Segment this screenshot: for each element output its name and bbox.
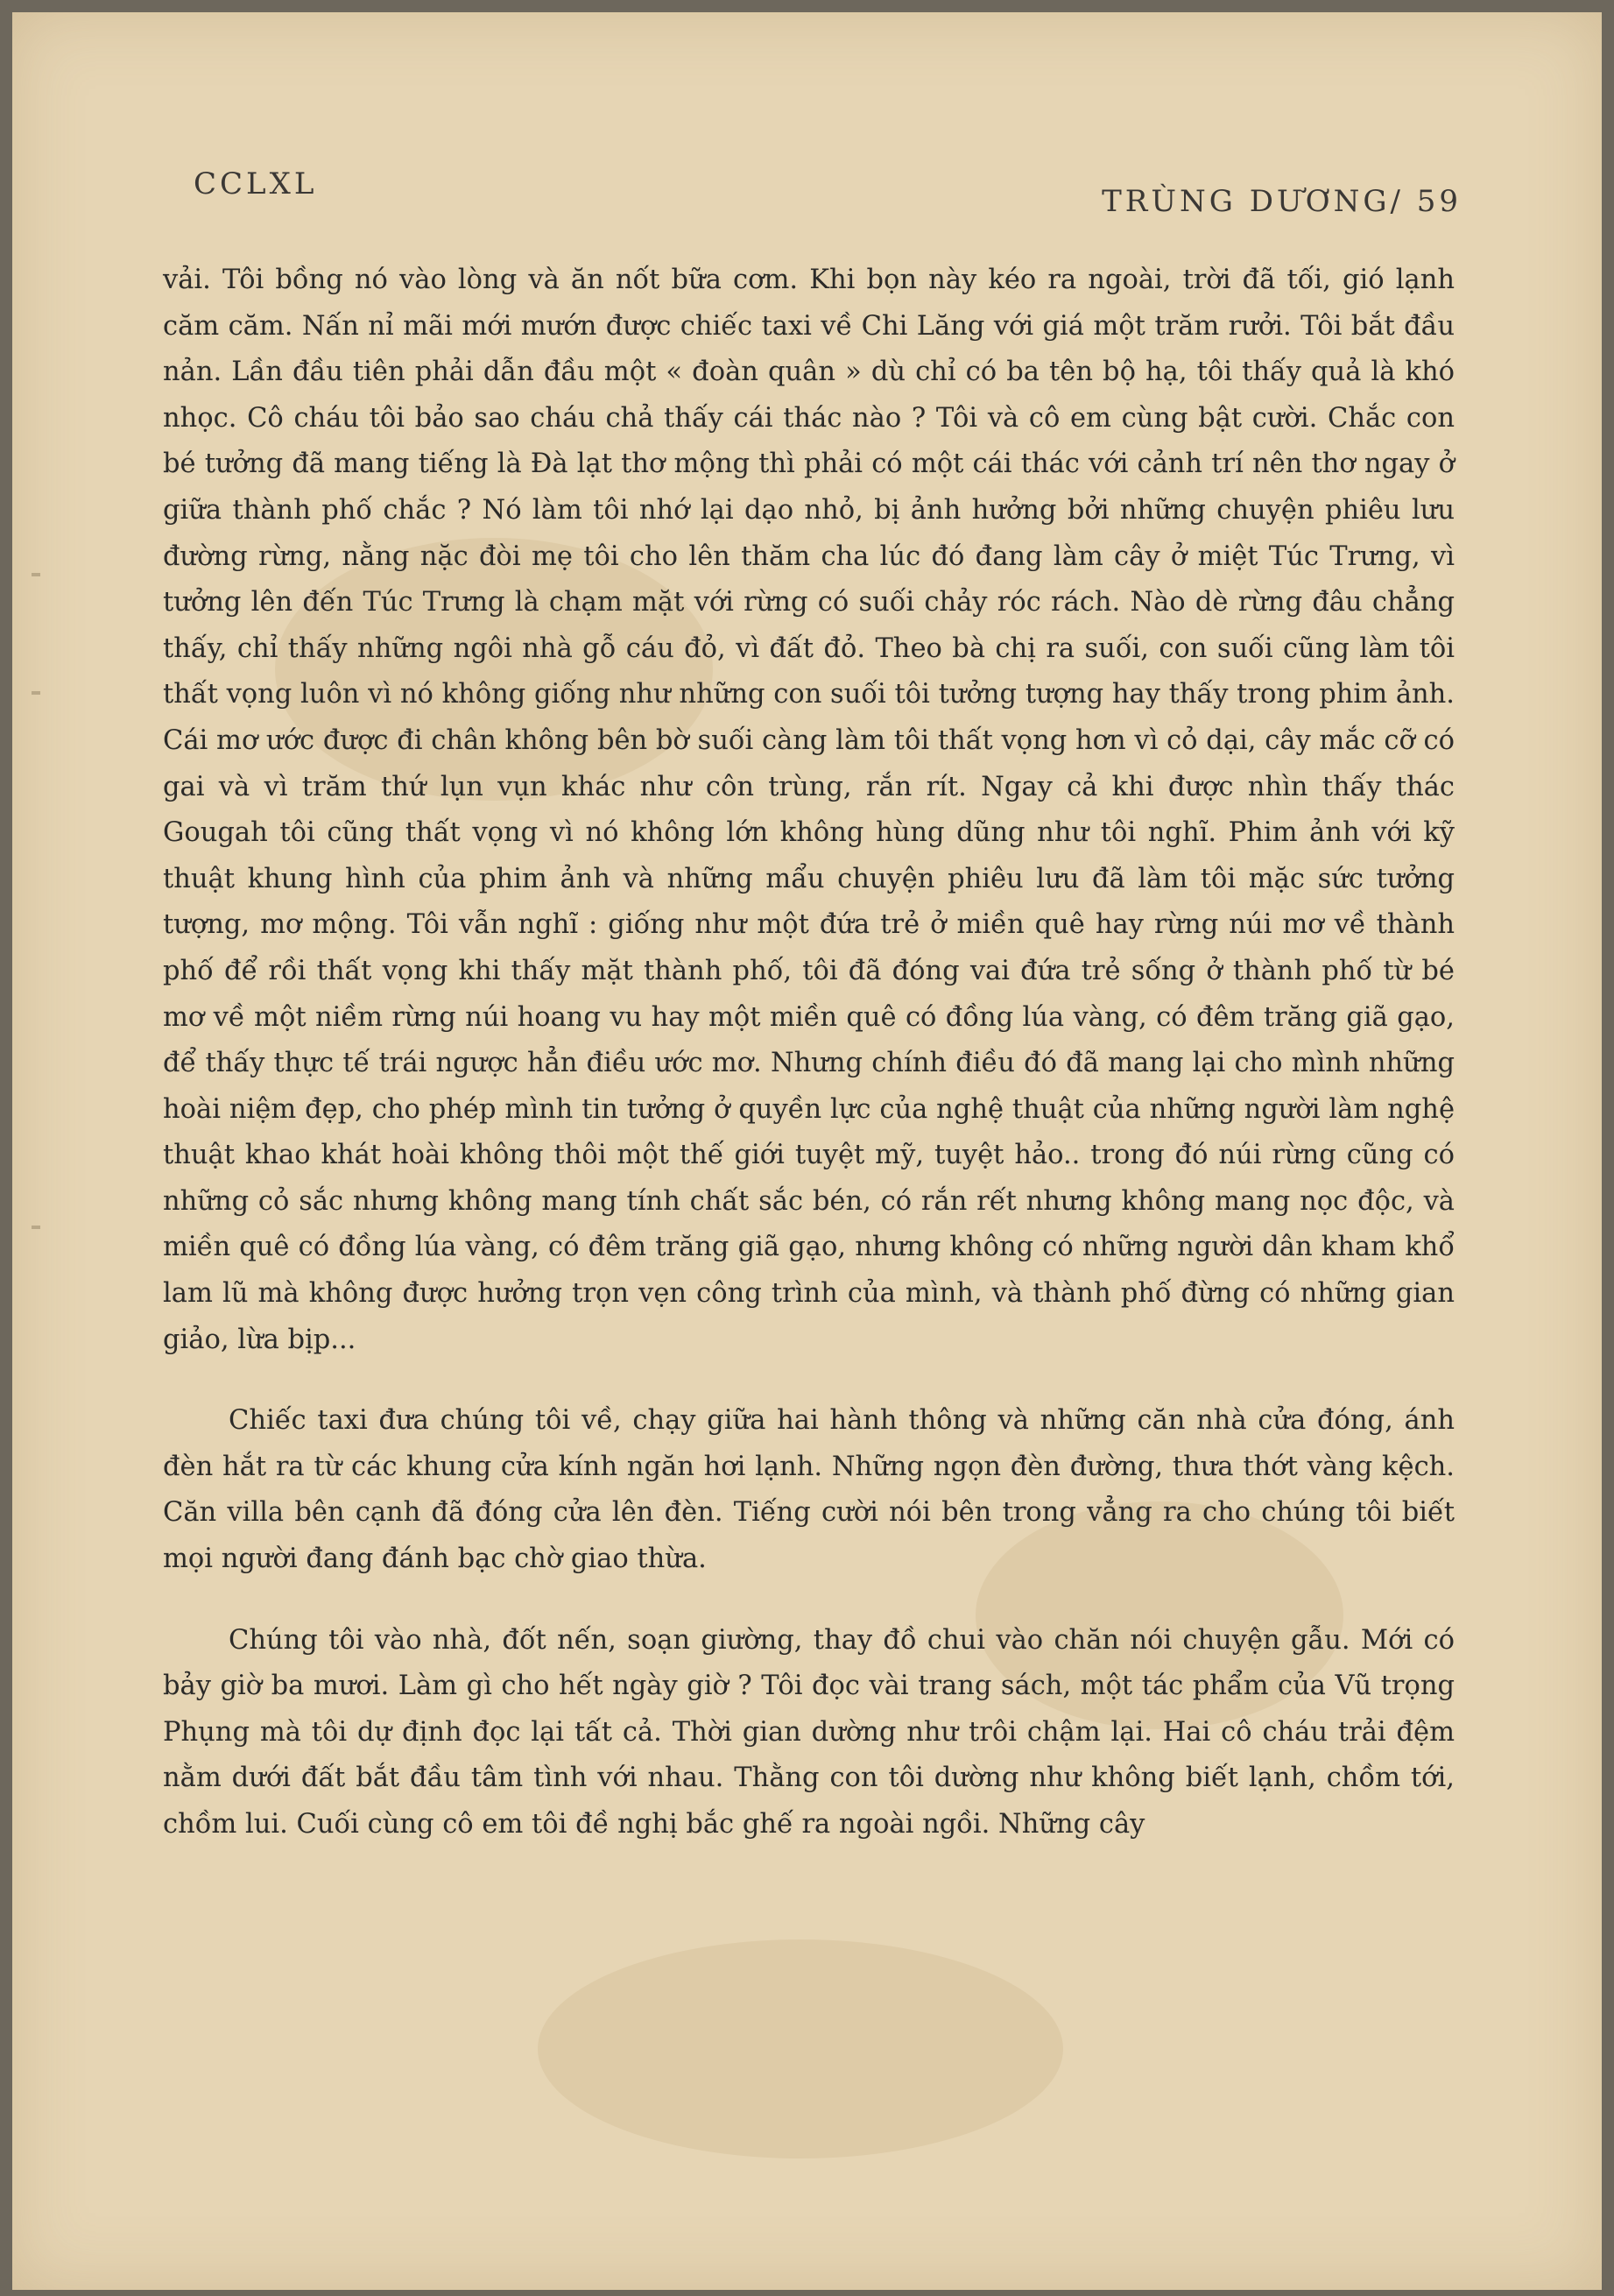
edge-mark xyxy=(32,691,40,695)
edge-mark xyxy=(32,1226,40,1229)
page-body xyxy=(163,258,1455,1883)
header-right: TRÙNG DƯƠNG/ 59 xyxy=(1102,184,1462,219)
paragraph: Chiếc taxi đưa chúng tôi về, chạy giữa hai hành thông và những căn nhà cửa đóng, ánh đèn hắt ra từ các khung cửa kính ngăn hơi lạnh. Những ngọn đèn đường, thưa thớt vàng kệch. Căn villa bên cạnh đã đóng cửa lên đèn. Tiếng cười nói bên trong vẳng ra cho chúng tôi biết mọi người đang đánh bạc chờ giao thừa. xyxy=(163,1405,1455,1575)
paragraph: vải. Tôi bồng nó vào lòng và ăn nốt bữa cơm. Khi bọn này kéo ra ngoài, trời đã tối, gió lạnh căm căm. Nấn nỉ mãi mới mướn được chiếc taxi về Chi Lăng với giá một trăm rưởi. Tôi bắt đầu nản. Lần đầu tiên phải dẫn đầu một « đoàn quân » dù chỉ có ba tên bộ hạ, tôi thấy quả là khó nhọc. Cô cháu tôi bảo sao cháu chả thấy cái thác nào ? Tôi và cô em cùng bật cười. Chắc con bé tưởng đã mang tiếng là Đà lạt thơ mộng thì phải có một cái thác với cảnh trí nên thơ ngay ở giữa thành phố chắc ? Nó làm tôi nhớ lại dạo nhỏ, bị ảnh hưởng bởi những chuyện phiêu lưu đường rừng, nằng nặc đòi mẹ tôi cho lên thăm cha lúc đó đang làm cây ở miệt Túc Trưng, vì tưởng lên đến Túc Trưng là chạm mặt với rừng có suối chảy róc rách. Nào dè rừng đâu chẳng thấy, chỉ thấy những ngôi nhà gỗ cáu đỏ, vì đất đỏ. Theo bà chị ra suối, con suối cũng làm tôi thất vọng luôn vì nó không giống như những con suối tôi tưởng tượng hay thấy trong phim ảnh. Cái mơ ước được đi chân không bên bờ suối càng làm tôi thất vọng hơn vì cỏ dại, cây mắc cỡ có gai và vì trăm thứ lụn vụn khác như côn trùng, rắn rít. Ngay cả khi được nhìn thấy thác Gougah tôi cũng thất vọng vì nó không lớn không hùng dũng như tôi nghĩ. Phim ảnh với kỹ thuật khung hình của phim ảnh và những mẩu chuyện phiêu lưu đã làm tôi mặc sức tưởng tượng, mơ mộng. Tôi vẫn nghĩ : giống như một đứa trẻ ở miền quê hay rừng núi mơ về thành phố để rồi thất vọng khi thấy mặt thành phố, tôi đã đóng vai đứa trẻ sống ở thành phố từ bé mơ về một niềm rừng núi hoang vu hay một miền quê có đồng lúa vàng, có đêm trăng giã gạo, để thấy thực tế trái ngược hẳn điều ước mơ. Nhưng chính điều đó đã mang lại cho mình những hoài niệm đẹp, cho phép mình tin tưởng ở quyền lực của nghệ thuật của những người làm nghệ thuật khao khát hoài không thôi một thế giới tuyệt mỹ, tuyệt hảo.. trong đó núi rừng cũng có những cỏ sắc nhưng không mang tính chất sắc bén, có rắn rết nhưng không mang nọc độc, và miền quê có đồng lúa vàng, có đêm trăng giã gạo, nhưng không có những người dân kham khổ lam lũ mà không được hưởng trọn vẹn công trình của mình, và thành phố đừng có những gian giảo, lừa bịp... xyxy=(163,265,1455,1355)
book-page xyxy=(12,12,1602,2290)
paragraph: Chúng tôi vào nhà, đốt nến, soạn giường, thay đồ chui vào chăn nói chuyện gẫu. Mới có bảy giờ ba mươi. Làm gì cho hết ngày giờ ? Tôi đọc vài trang sách, một tác phẩm của Vũ trọng Phụng mà tôi dự định đọc lại tất cả. Thời gian dường như trôi chậm lại. Hai cô cháu trải đệm nằm dưới đất bắt đầu tâm tình với nhau. Thằng con tôi dường như không biết lạnh, chồm tới, chồm lui. Cuối cùng cô em tôi đề nghị bắc ghế ra ngoài ngồi. Những cây xyxy=(163,1624,1455,1840)
edge-mark xyxy=(32,573,40,576)
page-header xyxy=(183,161,1462,219)
header-left: CCLXL xyxy=(194,166,318,201)
paper-stain xyxy=(538,1939,1063,2158)
